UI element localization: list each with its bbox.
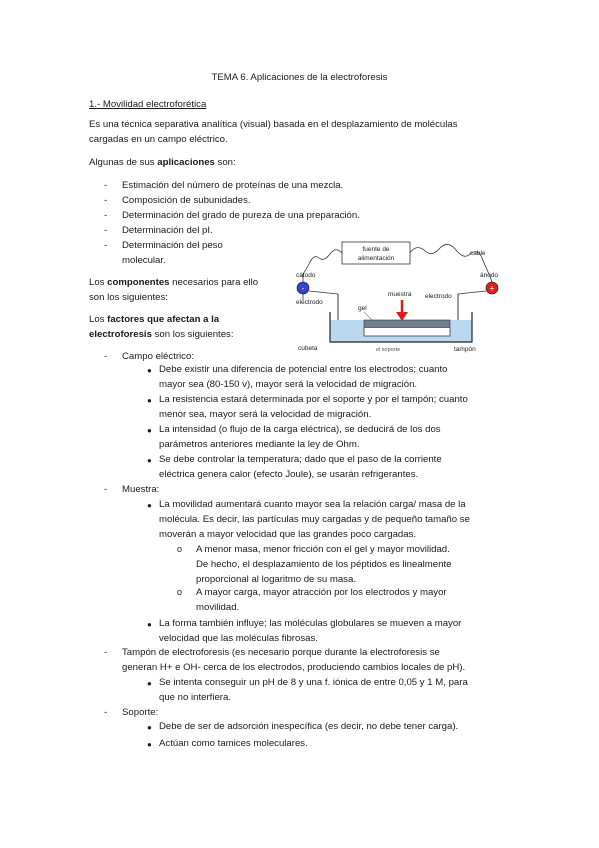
list-item: Determinación del peso [122, 240, 223, 251]
sub-bullet-text: A menor masa, menor fricción con el gel y mayor movilidad. [196, 544, 450, 555]
bullet-text: Se debe controlar la temperatura; dado que el paso de la corriente [159, 454, 442, 465]
buffer-label: tampón [454, 346, 476, 353]
bullet-text: moverán a mayor velocidad que las grandes poco cargadas. [159, 529, 417, 540]
list-dash: - [104, 240, 108, 251]
bullet-mark: ● [147, 501, 152, 510]
bullet-text: velocidad que las moléculas fibrosas. [159, 633, 318, 644]
bullet-text: Debe de ser de adsorción inespecífica (es decir, no debe tener carga). [159, 721, 459, 732]
buffer-liquid-left [330, 320, 364, 342]
support-label: el soporte [376, 347, 401, 353]
bullet-mark: ● [147, 620, 152, 629]
section-heading: 1.- Movilidad electroforética [89, 99, 207, 110]
factor-label: Soporte: [122, 707, 159, 718]
anode-sign: + [489, 284, 495, 293]
cable-label: cable [470, 250, 486, 257]
bullet-mark: ● [147, 426, 152, 435]
bullet-text: mayor sea (80-150 v), mayor será la velocidad de migración. [159, 379, 418, 390]
list-item: Determinación del grado de pureza de una preparación. [122, 210, 360, 221]
bullet-mark: ● [147, 456, 152, 465]
bullet-text: La intensidad (o flujo de la carga eléctrica), se deducirá de los dos [159, 424, 441, 435]
list-dash: - [104, 180, 108, 191]
sub-bullet-mark: o [177, 587, 183, 597]
list-dash: - [104, 351, 108, 362]
cathode-sign: - [301, 284, 305, 293]
factor-text: generan H+ e OH- cerca de los electrodos, produciendo cambios locales de pH). [122, 662, 466, 673]
bullet-text: parámetros anteriores mediante la ley de Ohm. [159, 439, 360, 450]
factors-line [89, 312, 219, 327]
intro-line: Es una técnica separativa analítica (visual) basada en el desplazamiento de moléculas [89, 119, 458, 130]
sub-bullet-text: De hecho, el desplazamiento de los péptidos es linealmente [196, 559, 452, 570]
bullet-mark: ● [147, 396, 152, 405]
text: son: [214, 157, 236, 168]
bullet-text: Debe existir una diferencia de potencial entre los electrodos; cuanto [159, 364, 448, 375]
bullet-text: La forma también influye; las moléculas globulares se mueven a mayor [159, 618, 462, 629]
electrophoresis-diagram [292, 236, 518, 356]
bullet-text: menor sea, mayor será la velocidad de migración. [159, 409, 372, 420]
bullet-text: molécula. Es decir, las partículas muy cargadas y de pequeño tamaño se [159, 514, 470, 525]
bullet-mark: ● [147, 679, 152, 688]
bold-text: electroforesis [89, 329, 152, 340]
sample-label: muestra [388, 291, 412, 298]
electrode-right-label: electrodo [425, 293, 452, 300]
bold-text: componentes [107, 277, 170, 288]
factor-label: Campo eléctrico: [122, 351, 194, 362]
list-dash: - [104, 225, 108, 236]
sub-bullet-mark: o [177, 544, 183, 554]
components-line [89, 275, 258, 290]
text: necesarios para ello [169, 277, 259, 288]
list-item: molecular. [122, 255, 166, 266]
text: son los siguientes: [151, 329, 234, 340]
sub-bullet-text: proporcional al logaritmo de su masa. [196, 574, 356, 585]
list-dash: - [104, 647, 108, 658]
bullet-text: que no interfiera. [159, 692, 231, 703]
bullet-mark: ● [147, 740, 152, 749]
sub-bullet-text: movilidad. [196, 602, 240, 613]
bullet-text: La resistencia estará determinada por el soporte y por el tampón; cuanto [159, 394, 468, 405]
list-item: Determinación del pI. [122, 225, 213, 236]
list-dash: - [104, 210, 108, 221]
bullet-text: Actúan como tamices moleculares. [159, 738, 308, 749]
tank-label: cubeta [298, 345, 318, 352]
bullet-mark: ● [147, 723, 152, 732]
factors-line [89, 327, 234, 342]
list-dash: - [104, 195, 108, 206]
list-dash: - [104, 484, 108, 495]
bullet-text: eléctrica genera calor (efecto Joule), se usarán refrigerantes. [159, 469, 419, 480]
anode-label: ánodo [480, 272, 499, 279]
list-item: Composición de subunidades. [122, 195, 251, 206]
buffer-liquid-right [450, 320, 472, 342]
text: Los [89, 277, 108, 288]
bullet-text: Se intenta conseguir un pH de 8 y una f. iónica de entre 0,05 y 1 M, para [159, 677, 468, 688]
bullet-mark: ● [147, 366, 152, 375]
list-dash: - [104, 707, 108, 718]
page-title: TEMA 6. Aplicaciones de la electroforesis [211, 72, 388, 83]
bullet-text: La movilidad aumentará cuanto mayor sea la relación carga/ masa de la [159, 499, 466, 510]
power-source-label: fuente de [362, 246, 390, 253]
text: Los [89, 314, 108, 325]
sub-bullet-text: A mayor carga, mayor atracción por los electrodos y mayor [196, 587, 447, 598]
support-bridge [364, 328, 450, 336]
components-line: son los siguientes: [89, 292, 168, 303]
intro-line: cargadas en un campo eléctrico. [89, 134, 228, 145]
gel-label: gel [358, 305, 367, 312]
list-item: Estimación del número de proteínas de una mezcla. [122, 180, 344, 191]
text: Algunas de sus [89, 157, 158, 168]
electrode-left-label: electrodo [296, 299, 323, 306]
factor-text: Tampón de electroforesis (es necesario porque durante la electroforesis se [122, 647, 440, 658]
power-source-label: alimentación [357, 255, 395, 262]
cathode-label: cátodo [296, 272, 316, 279]
bold-text: aplicaciones [157, 157, 215, 168]
factor-label: Muestra: [122, 484, 160, 495]
bold-text: factores que afectan a la [107, 314, 220, 325]
gel-support [364, 320, 450, 328]
applications-intro [89, 155, 236, 170]
